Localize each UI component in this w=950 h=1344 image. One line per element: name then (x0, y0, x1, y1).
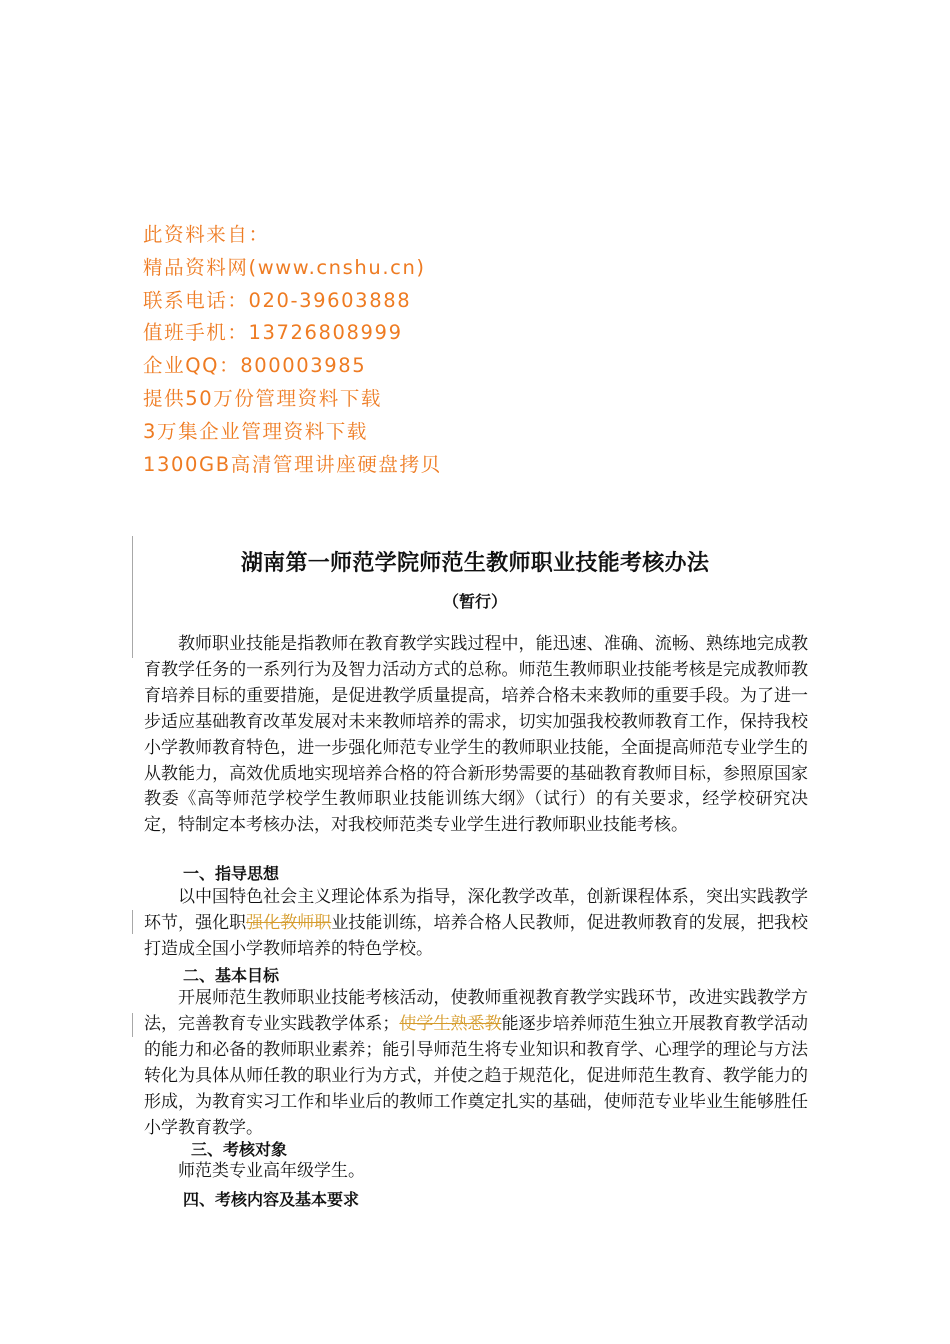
deleted-text-guiding: 强化教师职 (246, 912, 332, 933)
section-heading-guiding: 一、指导思想 (183, 864, 280, 883)
document-subtitle: （暂行） (442, 592, 507, 611)
ad-line-offer-3: 1300GB高清管理讲座硬盘拷贝 (143, 452, 442, 476)
section-heading-goals: 二、基本目标 (183, 966, 280, 985)
section-text-goals (144, 986, 808, 1141)
section-paragraph-goals (144, 986, 808, 1141)
section-heading-targets: 三、考核对象 (191, 1140, 288, 1159)
ad-line-source: 此资料来自： (143, 223, 270, 246)
ad-line-offer-2: 3万集企业管理资料下载 (143, 419, 369, 443)
section-text-guiding-b: 业技能训练，培养合格人民教师，促进教师教育的发展，把我校打造成全国小学教师培养的特色学校。 (144, 912, 809, 959)
section-text-goals-a: 开展师范生教师职业技能考核活动，使教师重视教育教学实践环节，改进实践教学方法，完善教育专业实践教学体系； (144, 988, 808, 1034)
section-heading-content: 四、考核内容及基本要求 (183, 1190, 360, 1209)
intro-text: 教师职业技能是指教师在教育教学实践过程中，能迅速、准确、流畅、熟练地完成教育教学任务的一系列行为及智力活动方式的总称。师范生教师职业技能考核是完成教师教育培养目标的重要措施，是促进教学质量提高，培养合格未来教师的重要手段。为了进一步适应基础教育改革发展对未来教师培养的需求，切实加强我校教师教育工作，保持我校小学教师教育特色，进一步强化师范专业学生的教师职业技能，全面提高师范专业学生的从教能力，高效优质地实现培养合格的符合新形势需要的基础教育教师目标，参照原国家教委《高等师范学校学生教师职业技能训练大纲》（试行）的有关要求，经学校研究决定，特制定本考核办法，对我校师范类专业学生进行教师职业技能考核。 (144, 634, 808, 836)
revision-bar-section2 (132, 1013, 133, 1037)
ad-line-phone: 联系电话：020-39603888 (143, 288, 412, 312)
ad-line-mobile: 值班手机：13726808999 (143, 321, 403, 345)
ad-line-offer-1: 提供50万份管理资料下载 (143, 386, 383, 410)
source-info-block (143, 219, 442, 481)
section-paragraph-targets (144, 1159, 808, 1185)
ad-line-website: 精品资料网(www.cnshu.cn) (143, 255, 426, 279)
section-text-goals-b: 能逐步培养师范生独立开展教育教学活动的能力和必备的教师职业素养；能引导师范生将专业知识和教育学、心理学的理论与方法转化为具体从师任教的职业行为方式，并使之趋于规范化，促进师范生教育、教学能力的形成，为教育实习工作和毕业后的教师工作奠定扎实的基础，使师范专业毕业生能够胜任小学教育教学。 (144, 1013, 809, 1138)
deleted-text-goals: 使学生熟悉教 (399, 1013, 502, 1034)
revision-bar-section1 (132, 910, 133, 934)
document-title: 湖南第一师范学院师范生教师职业技能考核办法 (240, 551, 710, 576)
section-text-guiding-a: 以中国特色社会主义理论体系为指导，深化教学改革，创新课程体系，突出实践教学环节，强化职 (144, 887, 808, 933)
section-paragraph-guiding (144, 885, 808, 963)
section-text-guiding (144, 885, 808, 963)
ad-line-qq: 企业QQ：800003985 (143, 354, 367, 378)
intro-paragraph (144, 632, 808, 839)
section-text-targets: 师范类专业高年级学生。 (178, 1161, 365, 1181)
